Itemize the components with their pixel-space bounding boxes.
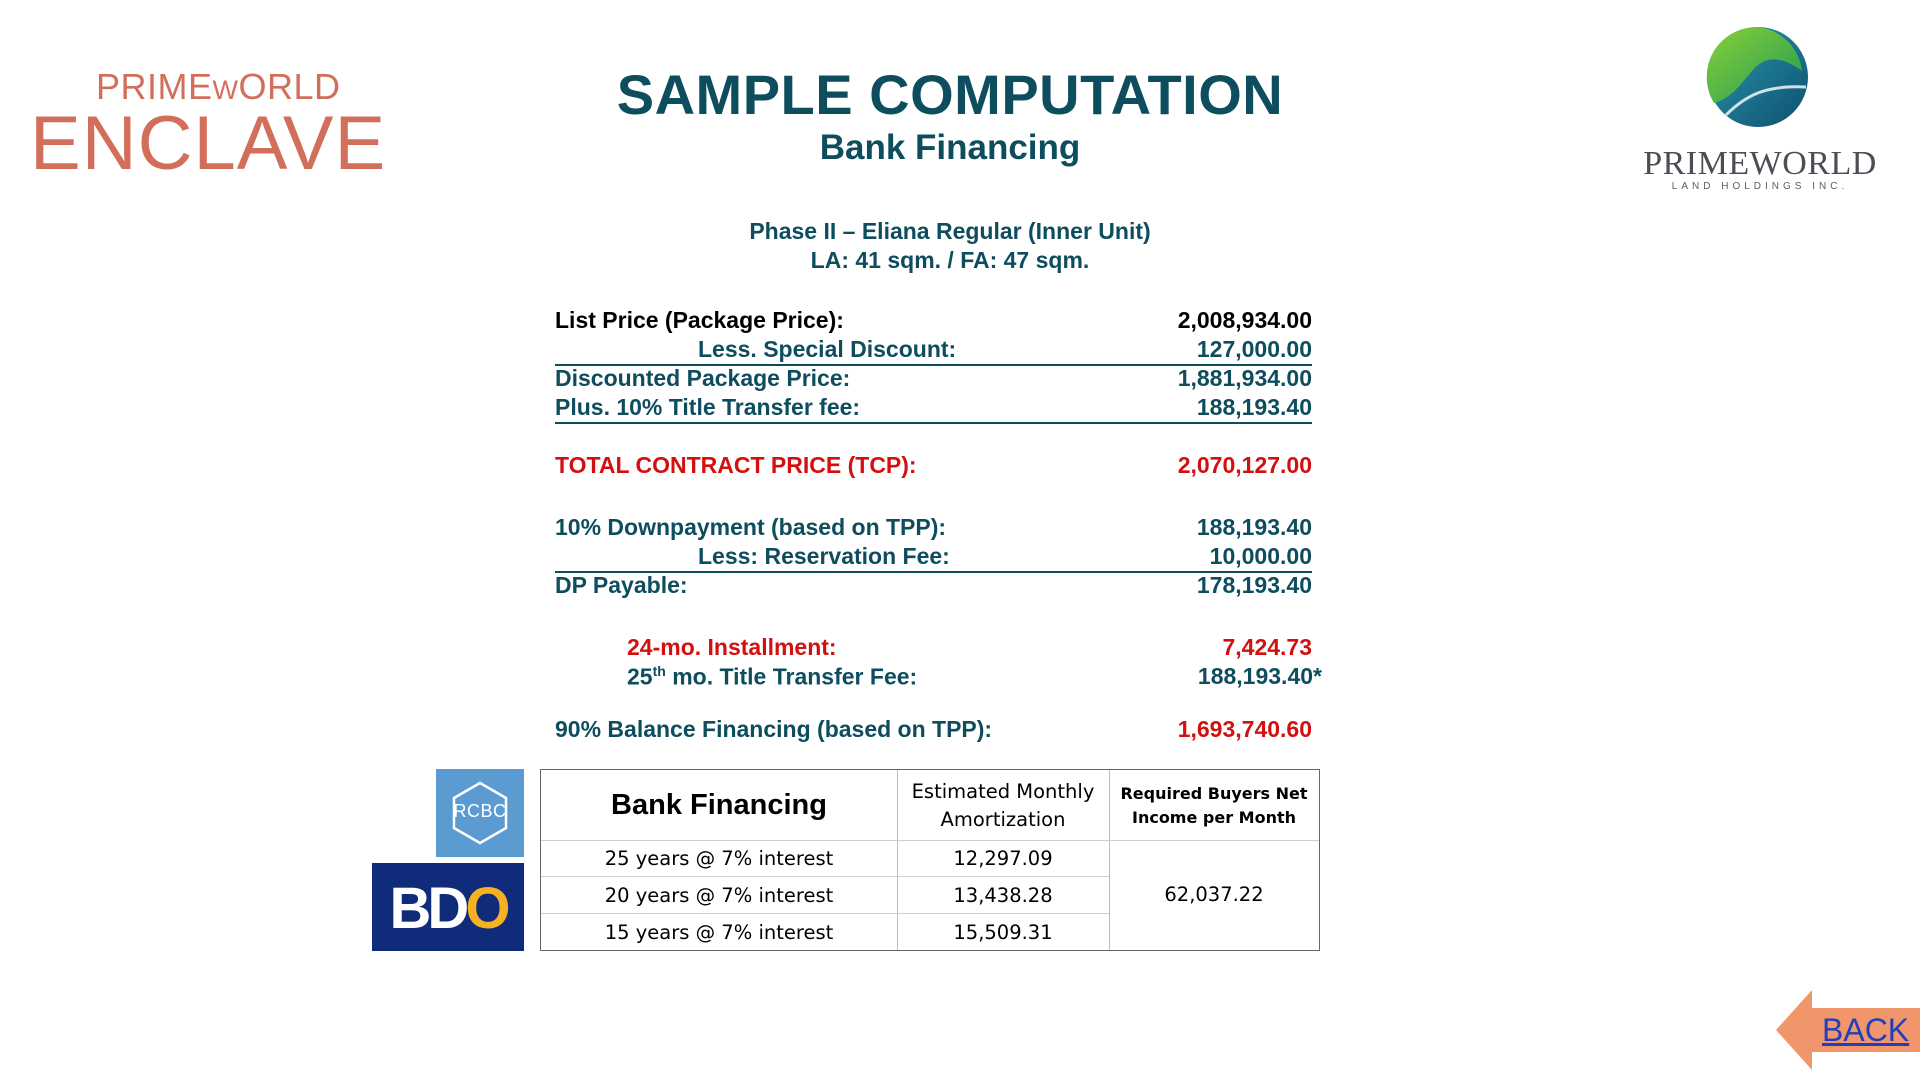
- balance-row: [555, 716, 1312, 744]
- list-price-value: 2,008,934.00: [1177, 307, 1312, 333]
- reservation-fee-value: 10,000.00: [1209, 543, 1312, 569]
- balance-value: 1,693,740.60: [1177, 716, 1312, 742]
- discounted-price-row: [555, 365, 1312, 393]
- list-price-row: [555, 307, 1312, 335]
- table-row-term: 15 years @ 7% interest: [604, 921, 834, 944]
- bdo-logo: [372, 863, 524, 951]
- rcbc-text: RCBC: [453, 801, 507, 821]
- tcp-row: [555, 452, 1312, 480]
- title-transfer-value: 188,193.40: [1196, 394, 1312, 420]
- logo-tagline: LAND HOLDINGS INC.: [1671, 181, 1849, 192]
- logo-primeworld-text: PRIMEWORLD: [96, 66, 341, 107]
- title-transfer-row: [555, 394, 1312, 424]
- special-discount-label: Less. Special Discount:: [698, 336, 957, 362]
- required-income-value: 62,037.22: [1164, 883, 1264, 906]
- installment-row: [555, 634, 1312, 662]
- header-bank-financing: Bank Financing: [611, 789, 827, 821]
- page-title: SAMPLE COMPUTATION: [616, 63, 1284, 126]
- header-required-income: Required Buyers Net Income per Month: [1120, 784, 1308, 827]
- installment-label: 24-mo. Installment:: [627, 634, 837, 660]
- title-transfer-label: Plus. 10% Title Transfer fee:: [555, 394, 861, 420]
- unit-area: LA: 41 sqm. / FA: 47 sqm.: [810, 247, 1090, 273]
- table-row-amortization: 15,509.31: [953, 921, 1053, 944]
- bdo-text: BDO: [389, 876, 507, 941]
- dp-payable-value: 178,193.40: [1196, 572, 1312, 598]
- logo-enclave-text: ENCLAVE: [30, 101, 387, 186]
- tcp-label: TOTAL CONTRACT PRICE (TCP):: [555, 452, 917, 478]
- back-link-label[interactable]: BACK: [1822, 1012, 1910, 1048]
- transfer-fee-25th-label: 25th mo. Title Transfer Fee:: [627, 663, 918, 690]
- reservation-fee-label: Less: Reservation Fee:: [698, 543, 950, 569]
- header-monthly-amortization: Estimated Monthly Amortization: [911, 780, 1095, 831]
- page-subtitle: Bank Financing: [819, 128, 1081, 167]
- unit-phase: Phase II – Eliana Regular (Inner Unit): [749, 218, 1151, 244]
- table-row-term: 20 years @ 7% interest: [604, 884, 834, 907]
- back-button[interactable]: [1776, 990, 1920, 1070]
- discounted-price-label: Discounted Package Price:: [555, 365, 851, 391]
- table-row-amortization: 13,438.28: [953, 884, 1053, 907]
- table-row-term: 25 years @ 7% interest: [604, 847, 834, 870]
- discounted-price-value: 1,881,934.00: [1177, 365, 1312, 391]
- special-discount-row: [555, 336, 1312, 366]
- dp-payable-row: [555, 572, 1312, 600]
- table-row-amortization: 12,297.09: [953, 847, 1053, 870]
- special-discount-value: 127,000.00: [1196, 336, 1312, 362]
- transfer-fee-25th-row: [555, 663, 1322, 691]
- downpayment-value: 188,193.40: [1196, 514, 1312, 540]
- bank-financing-table: [540, 769, 1320, 951]
- list-price-label: List Price (Package Price):: [555, 307, 844, 333]
- balance-label: 90% Balance Financing (based on TPP):: [555, 716, 993, 742]
- logo-primeworld-name: PRIMEWORLD: [1643, 145, 1877, 182]
- dp-payable-label: DP Payable:: [555, 572, 688, 598]
- downpayment-row: [555, 514, 1312, 542]
- installment-value: 7,424.73: [1222, 634, 1312, 660]
- downpayment-label: 10% Downpayment (based on TPP):: [555, 514, 947, 540]
- reservation-fee-row: [555, 543, 1312, 573]
- tcp-value: 2,070,127.00: [1177, 452, 1312, 478]
- rcbc-logo: [436, 769, 524, 857]
- transfer-fee-25th-value: 188,193.40*: [1197, 663, 1322, 689]
